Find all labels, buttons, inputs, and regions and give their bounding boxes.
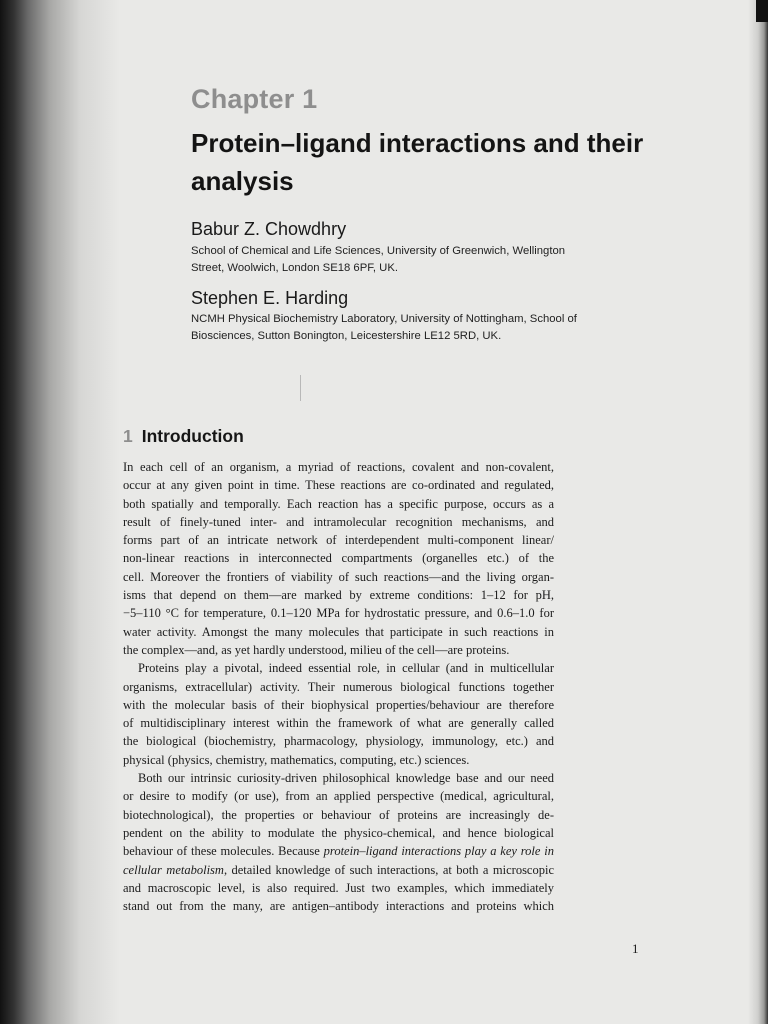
text-line: organisms, extracellular) activity. Their numerous biological functions together — [123, 679, 554, 694]
text-line: of multidisciplinary interest within the framework of what are generally called — [123, 716, 554, 731]
page-edge-tab — [756, 0, 768, 22]
binding-gutter-shadow — [0, 0, 120, 1024]
text-line: or desire to modify (or use), from an applied perspective (medical, agricultural, — [123, 789, 554, 804]
scan-mark — [300, 375, 301, 401]
chapter-label: Chapter 1 — [191, 84, 318, 114]
text-line: both spatially and temporally. Each reaction has a specific purpose, occurs as a — [123, 496, 554, 511]
affiliation-line: School of Chemical and Life Sciences, University of Greenwich, Wellington — [191, 245, 566, 257]
section-title: Introduction — [141, 426, 244, 446]
text-line: non-linear reactions in interconnected compartments (organelles etc.) of the — [123, 551, 554, 566]
text-line: isms that depend on them—are marked by extreme conditions: 1–12 for pH, — [123, 588, 554, 603]
affiliation-line: NCMH Physical Biochemistry Laboratory, University of Nottingham, School of — [191, 313, 577, 325]
text-line: physical (physics, chemistry, mathematics, computing, etc.) sciences. — [123, 752, 470, 767]
text-line: and macroscopic level, is also required. Just two examples, which immediately — [123, 880, 554, 895]
chapter-title: Protein–ligand interactions and their analysis — [191, 128, 644, 196]
affiliation-line: Biosciences, Sutton Bonington, Leicestershire LE12 5RD, UK. — [191, 330, 502, 342]
text-segment: behaviour of these molecules. Because — [123, 844, 320, 859]
text-line: cell. Moreover the frontiers of viability of such reactions—and the living organ- — [123, 569, 554, 584]
italic-phrase: cellular metabolism — [123, 862, 224, 877]
italic-phrase: protein–ligand interactions play a key role in — [323, 844, 554, 859]
text-line: biotechnological), the properties or behaviour of proteins are increasingly de- — [123, 807, 554, 822]
text-line: water activity. Amongst the many molecules that participate in such reactions in — [123, 624, 554, 639]
section-number: 1 — [123, 426, 133, 446]
author-affiliation — [191, 311, 631, 345]
page-number: 1 — [632, 941, 639, 956]
text-line: Both our intrinsic curiosity-driven philosophical knowledge base and our need — [138, 771, 554, 786]
author-affiliation — [191, 243, 631, 277]
text-line: −5–110 °C for temperature, 0.1–120 MPa for hydrostatic pressure, and 0.6–1.0 for — [123, 606, 554, 621]
text-line — [123, 861, 554, 879]
affiliation-line: Street, Woolwich, London SE18 6PF, UK. — [191, 262, 399, 274]
text-line: In each cell of an organism, a myriad of reactions, covalent and non-covalent, — [123, 460, 554, 474]
text-line — [123, 842, 554, 860]
text-line: stand out from the many, are antigen–antibody interactions and proteins which — [123, 899, 554, 914]
section-heading — [123, 426, 244, 447]
text-line: the biological (biochemistry, pharmacology, physiology, immunology, etc.) and — [123, 734, 554, 749]
author-name: Babur Z. Chowdhry — [191, 219, 347, 239]
page-edge-shadow — [748, 0, 768, 1024]
text-line: Proteins play a pivotal, indeed essential role, in cellular (and in multicellular — [138, 661, 554, 676]
text-segment: , detailed knowledge of such interactions, at both a microscopic — [223, 862, 554, 877]
text-line: the complex—and, as yet hardly understood, milieu of the cell—are proteins. — [123, 642, 510, 657]
body-text — [123, 458, 554, 915]
text-line: pendent on the ability to modulate the physico-chemical, and hence biological — [123, 825, 554, 840]
text-line: result of finely-tuned inter- and intramolecular recognition mechanisms, and — [123, 514, 554, 529]
text-line: forms part of an intricate network of interdependent multi-component linear/ — [123, 533, 554, 548]
text-line: with the molecular basis of their biophysical properties/behaviour are therefore — [123, 697, 554, 712]
author-name: Stephen E. Harding — [191, 288, 349, 308]
text-line: occur at any given point in time. These reactions are co-ordinated and regulated, — [123, 478, 554, 493]
